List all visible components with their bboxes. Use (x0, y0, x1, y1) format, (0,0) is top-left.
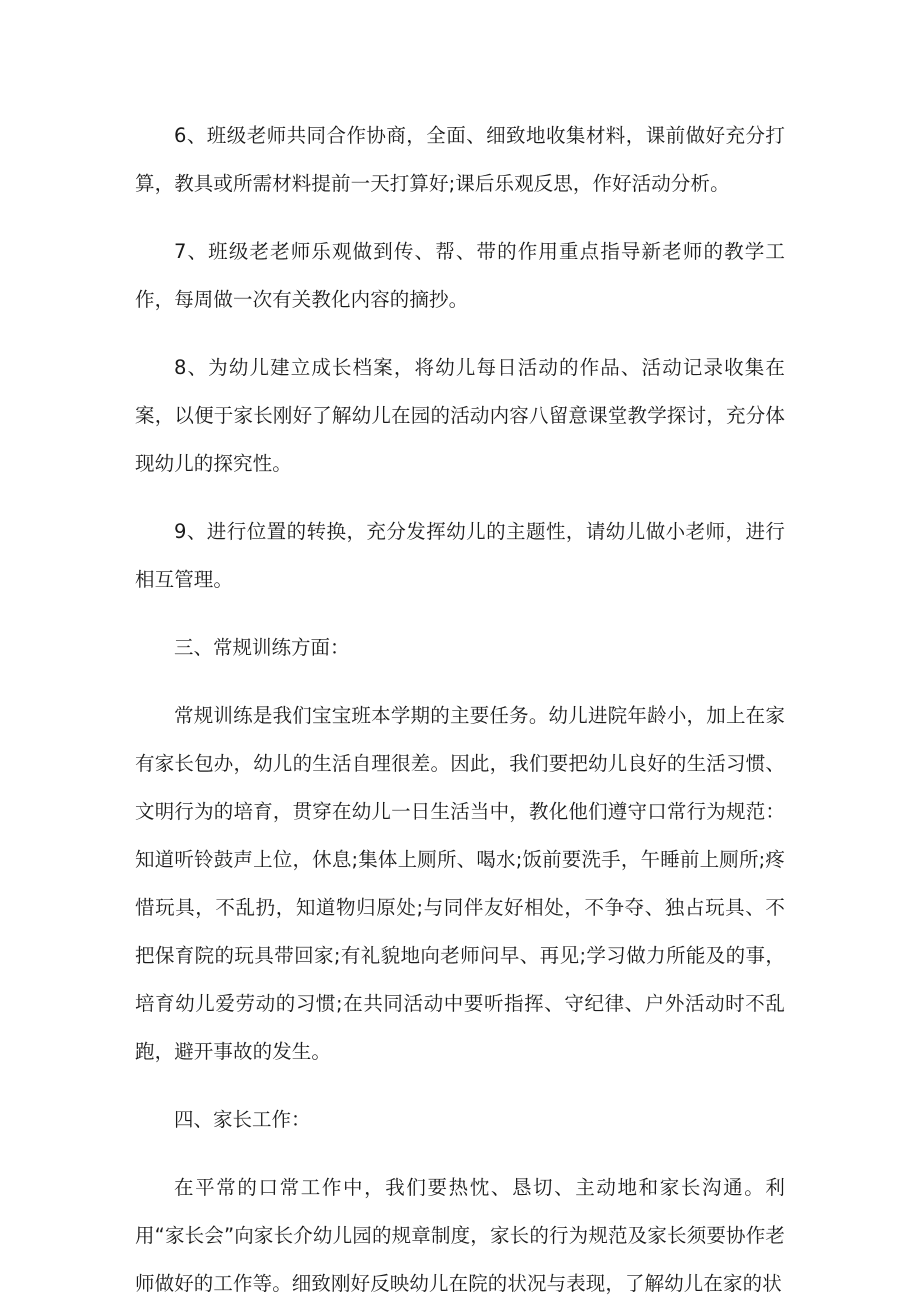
paragraph-parent-work: 在平常的口常工作中，我们要热忱、恳切、主动地和家长沟通。利用“家长会”向家长介幼儿园的规章制度，家长的行为规范及家长须要协作老师做好的工作等。细致刚好反映幼儿在院的状况与表现，了解幼儿在家的状 (135, 1176, 785, 1295)
paragraph-item-7: 7、班级老老师乐观做到传、帮、带的作用重点指导新老师的教学工作，每周做一次有关教化内容的摘抄。 (135, 240, 785, 311)
section-heading-parent-work: 四、家长工作： (174, 1108, 311, 1131)
paragraph-routine-training: 常规训练是我们宝宝班本学期的主要任务。幼儿进院年龄小，加上在家有家长包办，幼儿的生活自理很差。因此，我们要把幼儿良好的生活习惯、文明行为的培育，贯穿在幼儿一日生活当中，教化他们遵守口常行为规范：知道听铃鼓声上位，休息;集体上厕所、喝水;饭前要洗手，午睡前上厕所;疼惜玩具，不乱扔，知道物归原处;与同伴友好相处，不争夺、独占玩具、不把保育院的玩具带回家;有礼貌地向老师问早、再见;学习做力所能及的事，培育幼儿爱劳动的习惯;在共同活动中要听指挥、守纪律、户外活动时不乱跑，避开事故的发生。 (135, 704, 785, 1063)
paragraph-item-6: 6、班级老师共同合作协商，全面、细致地收集材料，课前做好充分打算，教具或所需材料提前一天打算好;课后乐观反思，作好活动分析。 (135, 124, 785, 195)
document-page (135, 112, 785, 1308)
paragraph-item-8: 8、为幼儿建立成长档案，将幼儿每日活动的作品、活动记录收集在案，以便于家长刚好了解幼儿在园的活动内容八留意课堂教学探讨，充分体现幼儿的探究性。 (135, 356, 785, 475)
paragraph-item-9: 9、进行位置的转换，充分发挥幼儿的主题性，请幼儿做小老师，进行相互管理。 (135, 520, 785, 591)
section-heading-routine-training: 三、常规训练方面： (174, 636, 350, 659)
